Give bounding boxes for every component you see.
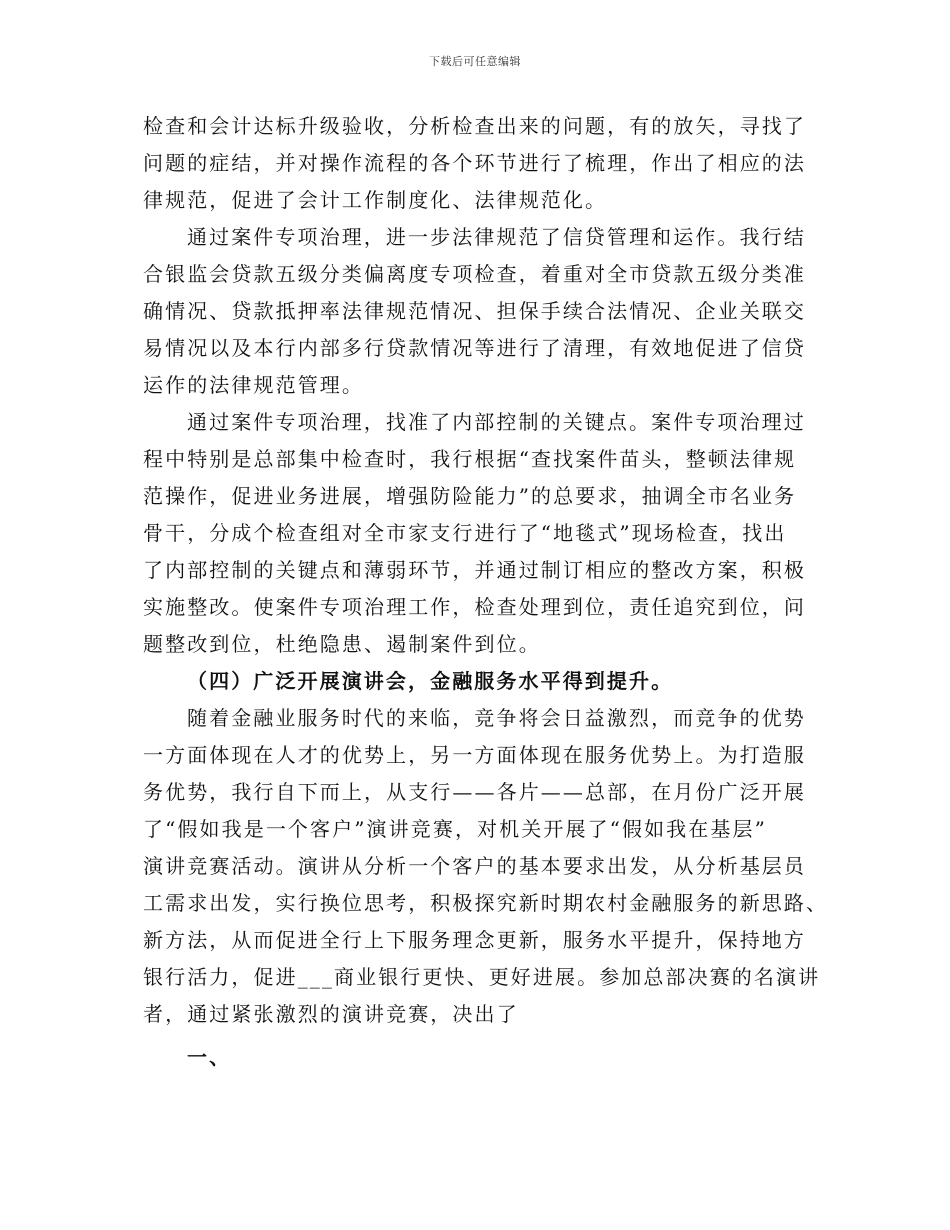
paragraph-line: 新方法，从而促进全行上下服务理念更新，服务水平提升，保持地方 [143,928,806,952]
paragraph-line: 者，通过紧张激烈的演讲竞赛，决出了 [143,1002,519,1026]
paragraph-line: 随着金融业服务时代的来临，竞争将会日益激烈，而竞争的优势 [187,706,806,730]
paragraph-credit-management [143,219,863,404]
paragraph-line: 实施整改。使案件专项治理工作，检查处理到位，责任追究到位，问 [143,595,806,619]
section-heading-four [143,663,863,700]
paragraph-line: 通过案件专项治理，找准了内部控制的关键点。案件专项治理过 [187,410,806,434]
paragraph-line: 检查和会计达标升级验收，分析检查出来的问题，有的放矢，寻找了 [143,114,806,138]
paragraph-line: 律规范，促进了会计工作制度化、法律规范化。 [143,188,608,212]
paragraph-continuation [143,108,863,219]
paragraph-line: 确情况、贷款抵押率法律规范情况、担保手续合法情况、企业关联交 [143,299,806,323]
paragraph-line: 范操作，促进业务进展，增强防险能力”的总要求，抽调全市名业务 [143,484,797,508]
paragraph-internal-control [143,404,863,663]
page-header-note: 下载后可任意编辑 [429,55,521,68]
paragraph-line: 程中特别是总部集中检查时，我行根据“查找案件苗头，整顿法律规 [143,447,797,471]
paragraph-line: 工需求出发，实行换位思考，积极探究新时期农村金融服务的新思路、 [143,891,829,915]
paragraph-line: 易情况以及本行内部多行贷款情况等进行了清理，有效地促进了信贷 [143,336,806,360]
paragraph-line: 通过案件专项治理，进一步法律规范了信贷管理和运作。我行结 [187,225,806,249]
section-heading: 一、 [187,1045,232,1069]
paragraph-line: 了“假如我是一个客户”演讲竞赛，对机关开展了“假如我在基层” [143,817,767,841]
paragraph-line: 运作的法律规范管理。 [143,373,364,397]
paragraph-line: 合银监会贷款五级分类偏离度专项检查，着重对全市贷款五级分类准 [143,262,806,286]
document-body [143,108,863,1076]
paragraph-speech-contest [143,700,863,1033]
paragraph-line: 银行活力，促进___商业银行更快、更好进展。参加总部决赛的名演讲 [143,965,821,989]
paragraph-line: 一方面体现在人才的优势上，另一方面体现在服务优势上。为打造服 [143,743,806,767]
paragraph-line: 务优势，我行自下而上，从支行——各片——总部，在月份广泛开展 [143,780,806,804]
paragraph-line: 了内部控制的关键点和薄弱环节，并通过制订相应的整改方案，积极 [143,558,806,582]
paragraph-line: 演讲竞赛活动。演讲从分析一个客户的基本要求出发，从分析基层员 [143,854,806,878]
paragraph-line: 骨干，分成个检查组对全市家支行进行了“地毯式”现场检查，找出 [143,521,787,545]
paragraph-line: 问题的症结，并对操作流程的各个环节进行了梳理，作出了相应的法 [143,151,806,175]
section-heading-one [143,1039,863,1076]
paragraph-line: 题整改到位，杜绝隐患、遏制案件到位。 [143,632,541,656]
section-heading: （四）广泛开展演讲会，金融服务水平得到提升。 [187,669,674,693]
